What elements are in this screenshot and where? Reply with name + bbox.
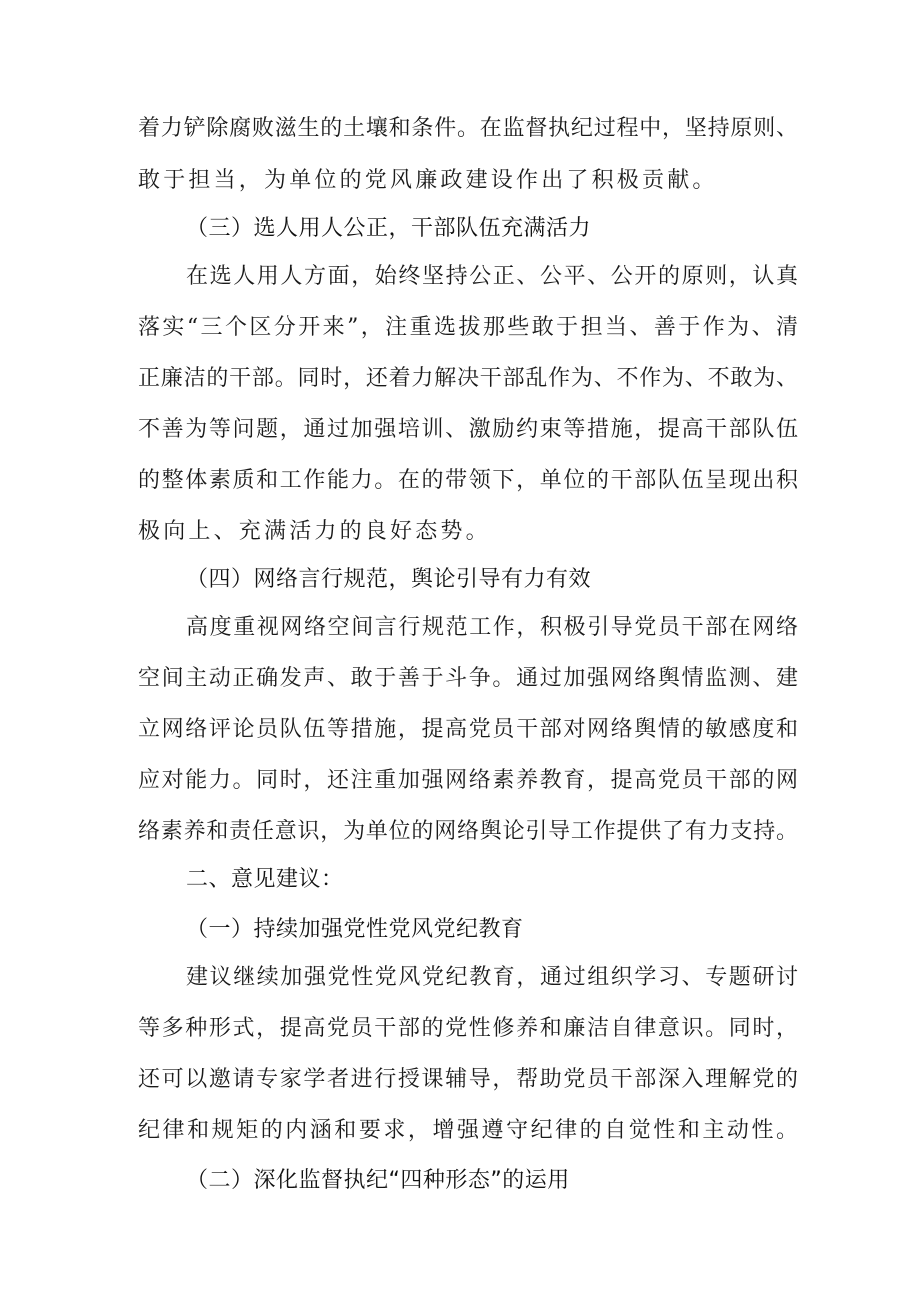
body-text-line: 的整体素质和工作能力。在的带领下，单位的干部队伍呈现出积	[138, 468, 798, 493]
body-text-line: 落实“三个区分开来”，注重选拔那些敢于担当、善于作为、清	[138, 315, 798, 340]
body-text-line: 纪律和规矩的内涵和要求，增强遵守纪律的自觉性和主动性。	[138, 1118, 798, 1143]
body-text-line: 敢于担当，为单位的党风廉政建设作出了积极贡献。	[138, 168, 718, 193]
paragraph-first-line: 在选人用人方面，始终坚持公正、公平、公开的原则，认真	[186, 264, 798, 289]
body-text-line: 络素养和责任意识，为单位的网络舆论引导工作提供了有力支持。	[138, 819, 798, 844]
paragraph-first-line: 建议继续加强党性党风党纪教育，通过组织学习、专题研讨	[186, 965, 798, 990]
body-text-line: 着力铲除腐败滋生的土壤和条件。在监督执纪过程中，坚持原则、	[138, 116, 798, 141]
body-text-line: 空间主动正确发声、敢于善于斗争。通过加强网络舆情监测、建	[138, 666, 798, 691]
body-text-line: 等多种形式，提高党员干部的党性修养和廉洁自律意识。同时，	[138, 1016, 798, 1041]
body-text-line: 极向上、充满活力的良好态势。	[138, 519, 491, 544]
body-text-line: 不善为等问题，通过加强培训、激励约束等措施，提高干部队伍	[138, 417, 798, 442]
section-heading: （一）持续加强党性党风党纪教育	[186, 917, 524, 942]
section-heading: （四）网络言行规范，舆论引导有力有效	[186, 567, 592, 592]
body-text-line: 应对能力。同时，还注重加强网络素养教育，提高党员干部的网	[138, 768, 798, 793]
body-text-line: 立网络评论员队伍等措施，提高党员干部对网络舆情的敏感度和	[138, 717, 798, 742]
body-text-line: 还可以邀请专家学者进行授课辅导，帮助党员干部深入理解党的	[138, 1067, 798, 1092]
chapter-heading: 二、意见建议：	[186, 867, 344, 892]
section-heading: （三）选人用人公正，干部队伍充满活力	[186, 216, 592, 241]
paragraph-first-line: 高度重视网络空间言行规范工作，积极引导党员干部在网络	[186, 615, 798, 640]
section-heading: （二）深化监督执纪“四种形态”的运用	[186, 1168, 570, 1193]
body-text-line: 正廉洁的干部。同时，还着力解决干部乱作为、不作为、不敢为、	[138, 366, 798, 391]
